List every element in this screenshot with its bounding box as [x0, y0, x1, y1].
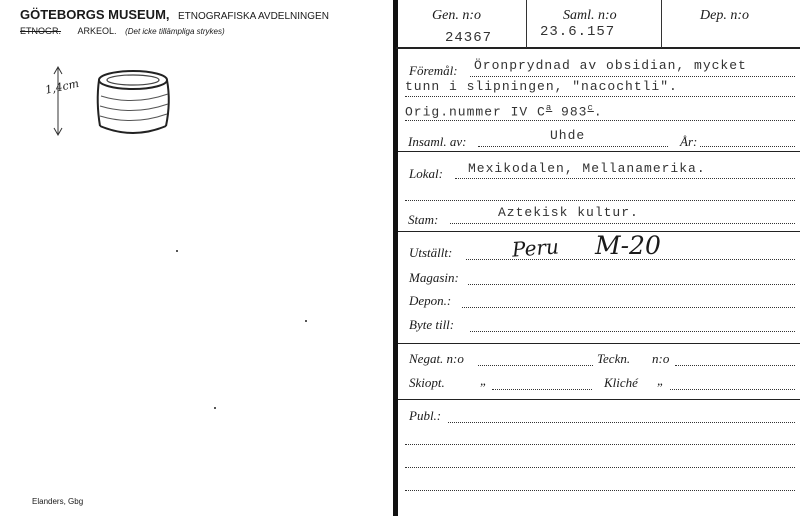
- orig-number-end: .: [593, 104, 603, 120]
- saml-no-value: 23.6.157: [540, 24, 616, 40]
- museum-name: GÖTEBORGS MUSEUM,: [20, 7, 170, 22]
- gen-no-value: 24367: [445, 30, 493, 46]
- negat-dotted-line: [478, 365, 593, 366]
- foremal-dotted-line: [470, 76, 795, 77]
- kliche-dotted-line: [670, 389, 795, 390]
- card-header-divider: [661, 0, 662, 48]
- orig-number-sup-a: a: [545, 103, 553, 113]
- museum-header: [20, 6, 329, 24]
- utstallt-label: Utställt:: [409, 245, 453, 260]
- lokal-label: Lokal:: [409, 166, 443, 181]
- teckn-no-label: n:o: [652, 351, 670, 366]
- foremal-dotted-line: [405, 96, 795, 97]
- skiopt-dotted-line: [492, 389, 592, 390]
- department-name: ETNOGRAFISKA AVDELNINGEN: [177, 11, 329, 22]
- ar-dotted-line: [700, 146, 795, 147]
- depon-dotted-line: [462, 307, 795, 308]
- sketch-measure: 1,4cm: [44, 76, 81, 97]
- arkeol-label: ARKEOL.: [77, 26, 117, 36]
- orig-dotted-line: [405, 120, 795, 121]
- teckn-label: Teckn.: [597, 351, 631, 366]
- magasin-dotted-line: [468, 284, 795, 285]
- publ-label: Publ.:: [409, 408, 442, 423]
- utstallt-handwritten-peru: Peru: [511, 234, 560, 262]
- publ-dotted-line: [405, 467, 795, 468]
- depon-label: Depon.:: [409, 293, 452, 308]
- skiopt-ditto: „: [480, 373, 488, 388]
- publ-dotted-line: [405, 490, 795, 491]
- skiopt-label: Skiopt.: [409, 375, 445, 390]
- orig-number-mid: 983: [552, 104, 588, 120]
- orig-number-text: Orig.nummer IV C: [405, 104, 546, 120]
- utstallt-dotted-line: [466, 259, 795, 260]
- foremal-label: Föremål:: [409, 63, 458, 78]
- section-divider: [398, 151, 800, 152]
- insaml-label: Insaml. av:: [408, 134, 467, 149]
- utstallt-handwritten-code: M-20: [595, 231, 661, 260]
- stam-label: Stam:: [408, 212, 439, 227]
- lokal-value: Mexikodalen, Mellanamerika.: [468, 161, 706, 176]
- publ-dotted-line: [448, 422, 795, 423]
- magasin-label: Magasin:: [409, 270, 459, 285]
- dep-no-label: Dep. n:o: [700, 8, 749, 23]
- speck: [214, 407, 216, 409]
- foremal-line-2: tunn i slipningen, "nacochtli".: [405, 79, 678, 94]
- ar-label: År:: [680, 134, 698, 149]
- stam-dotted-line: [450, 223, 795, 224]
- card-header-bottom-border: [396, 47, 800, 49]
- card-left-border: [393, 0, 398, 516]
- byte-till-dotted-line: [470, 331, 795, 332]
- negat-no-label: Negat. n:o: [409, 351, 464, 366]
- etnogr-label: ETNOGR.: [20, 26, 62, 36]
- strike-note: (Det icke tillämpliga strykes): [125, 27, 225, 36]
- category-line: [20, 26, 225, 36]
- publ-dotted-line: [405, 444, 795, 445]
- foremal-line-1: Öronprydnad av obsidian, mycket: [474, 58, 747, 73]
- orig-number-sup-c: c: [587, 103, 594, 113]
- lokal-dotted-line: [455, 178, 795, 179]
- card-header-divider: [526, 0, 527, 48]
- section-divider: [398, 343, 800, 344]
- printer-imprint: Elanders, Gbg: [32, 497, 84, 506]
- object-sketch: [40, 62, 180, 144]
- speck: [305, 320, 307, 322]
- speck: [176, 250, 178, 252]
- orig-number-line: [405, 103, 603, 119]
- byte-till-label: Byte till:: [409, 317, 455, 332]
- gen-no-label: Gen. n:o: [432, 8, 481, 23]
- kliche-label: Kliché: [604, 375, 638, 390]
- section-divider: [398, 399, 800, 400]
- insaml-value: Uhde: [550, 128, 586, 143]
- lokal-dotted-line: [405, 200, 795, 201]
- stam-value: Aztekisk kultur.: [498, 205, 639, 220]
- teckn-dotted-line: [675, 365, 795, 366]
- kliche-ditto: „: [657, 373, 665, 388]
- insaml-dotted-line: [478, 146, 668, 147]
- saml-no-label: Saml. n:o: [563, 8, 617, 23]
